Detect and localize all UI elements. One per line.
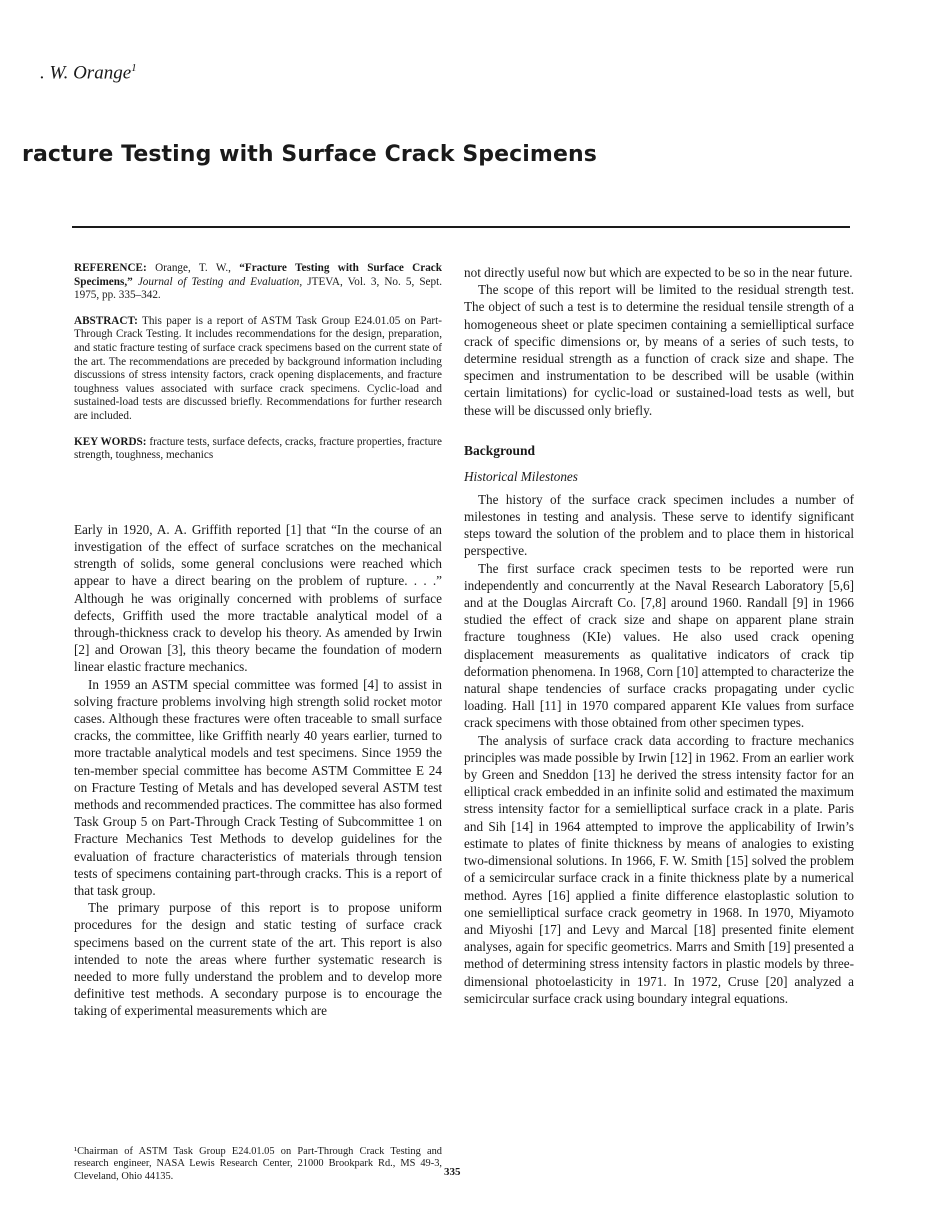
keywords-label: KEY WORDS:	[74, 435, 147, 448]
reference-label: REFERENCE:	[74, 262, 147, 274]
title-rule	[72, 226, 850, 228]
keywords-block	[74, 436, 442, 463]
body-paragraph: The analysis of surface crack data according to fracture mechanics principles was made possible by Irwin [12] in 1962. From an earlier work by Green and Sneddon [13] he derived the stress intensity factor for an elliptical crack embedded in an infinite solid and estimated the maximum stress intensity factor for a semielliptical surface crack in a plate. Paris and Sih [14] in 1964 attempted to improve the applicability of Irwin’s estimate to plates of finite thickness by means of analogies to existing two-dimensional solutions. In 1966, F. W. Smith [15] solved the problem of a semicircular surface crack in a finite thickness plate by a numerical method. Ayres [16] applied a finite difference elastoplastic solution to one semielliptical surface crack geometry in 1968. In 1970, Miyamoto and Miyoshi [17] and Levy and Marcal [18] presented finite element analyses, again for specific geometrics. Marrs and Smith [19] presented a method of determining stress intensity factors in plastic models by three-dimensional photoelasticity in 1971. In 1972, Cruse [20] analyzed a semicircular surface crack using boundary integral equations.	[464, 732, 854, 1006]
abstract-block	[74, 315, 442, 424]
body-paragraph: The first surface crack specimen tests to be reported were run independently and concurrently at the Naval Research Laboratory [5,6] and at the Douglas Aircraft Co. [7,8] around 1960. Randall [9] in 1966 studied the effect of crack size and shape on apparent plane strain fracture toughness (KIe) values. He also used crack opening displacement measurements as qualitative indicators of crack tip deformation phenomena. In 1968, Corn [10] attempted to characterize the natural shape tendencies of surface cracks propagating under cyclic loading. Hall [11] in 1970 compared apparent KIe values from surface crack specimens with those obtained from other specimen types.	[464, 560, 854, 731]
body-paragraph: The primary purpose of this report is to propose uniform procedures for the design and static testing of surface crack specimens based on the current state of the art. This report is also intended to note the areas where further systematic research is needed to more fully understand the problem and to develop more definitive test methods. A secondary purpose is to encourage the taking of experimental measurements which are	[74, 900, 442, 1019]
abstract-text: This paper is a report of ASTM Task Group E24.01.05 on Part-Through Crack Testing. It includes recommendations for the design, preparation, and static fracture testing of surface crack specimens based on the current state of the art. The recommendations are preceded by background information including discussions of stress intensity factors, crack opening displacements, and fracture toughness values associated with surface crack specimens. Cyclic-load and sustained-load tests are discussed briefly. Recommendations for further research are included.	[74, 314, 442, 422]
keywords-text: fracture tests, surface defects, cracks, fracture properties, fracture strength, toughness, mechanics	[74, 435, 443, 462]
reference-block	[74, 262, 442, 303]
body-paragraph: In 1959 an ASTM special committee was formed [4] to assist in solving fracture problems involving high strength solid rocket motor cases. Although these fractures were often traceable to small surface cracks, the committee, like Griffith nearly 40 years earlier, turned to more tractable analytical models and test specimens. Since 1959 the ten-member special committee has become ASTM Committee E 24 on Fracture Testing of Metals and has developed several ASTM test methods and recommended practices. The committee has also formed Task Group 5 on Part-Through Crack Testing of Subcommittee 1 on Fracture Mechanics Test Methods to develop guidelines for the evaluation of fracture characteristics of materials through tension tests of specimens containing part-through cracks. This is a report of that task group.	[74, 676, 442, 898]
author-line	[40, 62, 137, 84]
body-paragraph: not directly useful now but which are expected to be so in the near future.	[464, 265, 853, 280]
abstract-label: ABSTRACT:	[74, 314, 138, 327]
reference-rest: JTEVA, Vol. 3, No. 5, Sept. 1975, pp. 335–342.	[74, 275, 443, 302]
page-number: 335	[444, 1166, 461, 1178]
left-column	[74, 262, 442, 1020]
paper-title: racture Testing with Surface Crack Specimens	[22, 142, 597, 167]
reference-title: “Fracture Testing with Surface Crack Specimens,”	[74, 262, 442, 288]
subsection-heading: Historical Milestones	[464, 468, 578, 484]
author-footnote-mark: 1	[131, 62, 137, 74]
reference-journal: Journal of Testing and Evaluation,	[137, 275, 303, 288]
body-paragraph: Early in 1920, A. A. Griffith reported [1] that “In the course of an investigation of the effect of surface scratches on the mechanical strength of solids, some general conclusions were reached which appear to have a direct bearing on the problem of rupture. . . .” Although he was originally concerned with problems of surface defects, Griffith used the more tractable analytical model of a through-thickness crack to develop his theory. As amended by Irwin [2] and Orowan [3], this theory became the foundation of modern linear elastic fracture mechanics.	[74, 521, 442, 675]
body-paragraph: The history of the surface crack specimen includes a number of milestones in testing and analysis. These serve to identify significant steps toward the solution of the problem and to place them in historical perspective.	[464, 491, 854, 559]
author-footnote: ¹Chairman of ASTM Task Group E24.01.05 on Part-Through Crack Testing and research engineer, NASA Lewis Research Center, 21000 Brookpark Rd., MS 49-3, Cleveland, Ohio 44135.	[74, 1146, 442, 1182]
author-name: . W. Orange	[40, 62, 132, 84]
section-heading: Background	[464, 442, 536, 458]
right-column	[464, 264, 854, 1007]
reference-author: Orange, T. W.,	[155, 262, 240, 274]
body-paragraph: The scope of this report will be limited to the residual strength test. The object of such a test is to determine the residual tensile strength of a homogeneous sheet or plate specimen containing a semielliptical surface crack of specific dimensions or, by means of a series of such tests, to determine residual strength as a function of crack size and shape. The specimen and instrumentation to be described will be usable (within certain limitations) for cyclic-load or sustained-load tests as well, but these will be discussed only briefly.	[464, 282, 854, 418]
